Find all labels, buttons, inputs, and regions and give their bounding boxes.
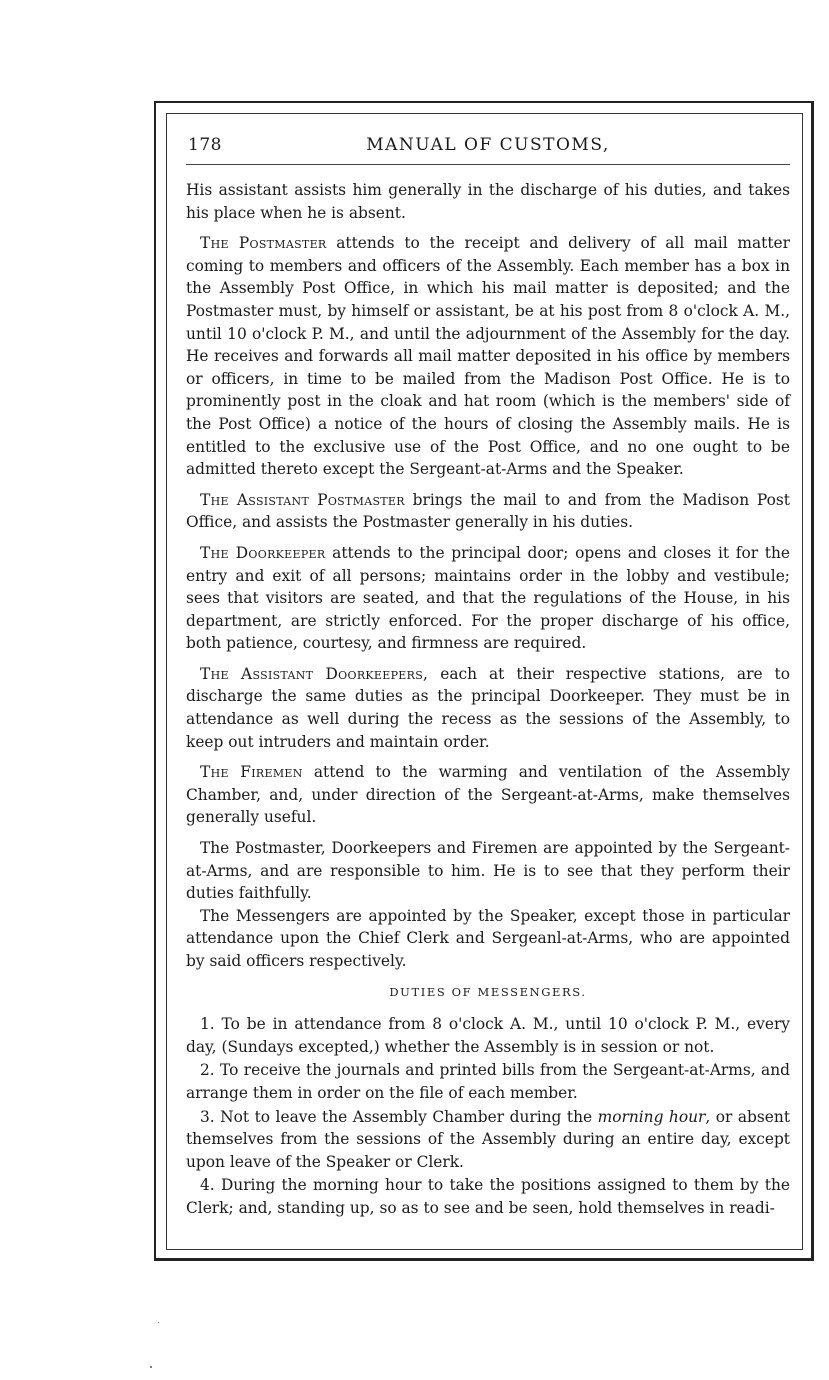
paragraph-assistant-doorkeepers [186, 663, 790, 753]
page-number: 178 [188, 135, 222, 155]
duty-text-before: 3. Not to leave the Assembly Chamber during the [200, 1107, 598, 1126]
lead-assistant-doorkeepers: The Assistant Doorkeepers, [200, 664, 429, 683]
paper-speck [150, 1366, 152, 1368]
paragraph-messengers: The Messengers are appointed by the Speaker, except those in particular attendance upon the Chief Clerk and Sergeanl-at-Arms, who are appointed by said officers respectively. [186, 906, 790, 970]
page-header [186, 128, 790, 165]
section-heading: DUTIES OF MESSENGERS. [389, 984, 587, 999]
paper-speck [158, 1322, 159, 1323]
duty-item: 1. To be in attendance from 8 o'clock A. M., until 10 o'clock P. M., every day, (Sundays excepted,) whether the Assembly is in session or not. [186, 1015, 790, 1056]
duty-emphasis: morning hour [597, 1107, 706, 1126]
text-assistant-doorkeepers: each at their respective stations, are to discharge the same duties as the principal Doorkeeper. They must be in attendance as well during the recess as the sessions of the Assembly, to keep out intruders and maintain order. [186, 664, 790, 751]
duty-item [186, 1106, 790, 1174]
text-doorkeeper: attends to the principal door; opens and closes it for the entry and exit of all persons; maintains order in the lobby and vestibule; sees that visitors are seated, and that the regulations of the House, in his department, are strictly enforced. For the proper discharge of his office, both patience, courtesy, and firmness are required. [186, 543, 790, 653]
paragraph-firemen [186, 761, 790, 829]
paragraph-assistant: His assistant assists him generally in the discharge of his duties, and takes his place when he is absent. [186, 181, 790, 222]
duty-item: 2. To receive the journals and printed bills from the Sergeant-at-Arms, and arrange them in order on the file of each member. [186, 1061, 790, 1102]
text-assistant-postmaster: brings the mail to and from the Madison Post Office, and assists the Postmaster generally in his duties. [186, 490, 790, 532]
paragraph-doorkeeper [186, 542, 790, 655]
duty-text-after: , or absent themselves from the sessions of the Assembly during an entire day, except upon leave of the Speaker or Clerk. [186, 1107, 791, 1171]
paragraph-appointments: The Postmaster, Doorkeepers and Firemen are appointed by the Sergeant-at-Arms, and are responsible to him. He is to see that they perform their duties faithfully. [186, 839, 790, 903]
lead-assistant-postmaster: The Assistant Postmaster [200, 490, 405, 509]
book-page [186, 128, 790, 1221]
duties-list [186, 1013, 790, 1219]
running-title: MANUAL OF CUSTOMS, [366, 135, 610, 155]
lead-postmaster: The Postmaster [200, 234, 327, 253]
text-firemen: attend to the warming and ventilation of the Assembly Chamber, and, under direction of the Sergeant-at-Arms, make themselves generally useful. [186, 763, 790, 827]
lead-doorkeeper: The Doorkeeper [200, 543, 326, 562]
text-postmaster: attends to the receipt and delivery of all mail matter coming to members and officers of the Assembly. Each member has a box in the Assembly Post Office, in which his mail matter is deposited; and the Postmaster must, by himself or assistant, be at his post from 8 o'clock A. M., until 10 o'clock P. M., and until the adjournment of the Assembly for the day. He receives and forwards all mail matter deposited in his office by members or officers, in time to be mailed from the Madison Post Office. He is to prominently post in the cloak and hat room (which is the members' side of the Post Office) a notice of the hours of closing the Assembly mails. He is entitled to the exclusive use of the Post Office, and no one ought to be admitted thereto except the Sergeant-at-Arms and the Speaker. [186, 234, 790, 479]
paragraph-postmaster [186, 232, 790, 481]
lead-firemen: The Firemen [200, 763, 303, 782]
duty-item: 4. During the morning hour to take the positions assigned to them by the Clerk; and, standing up, so as to see and be seen, hold themselves in readi- [186, 1176, 790, 1217]
paragraph-assistant-postmaster [186, 489, 790, 534]
